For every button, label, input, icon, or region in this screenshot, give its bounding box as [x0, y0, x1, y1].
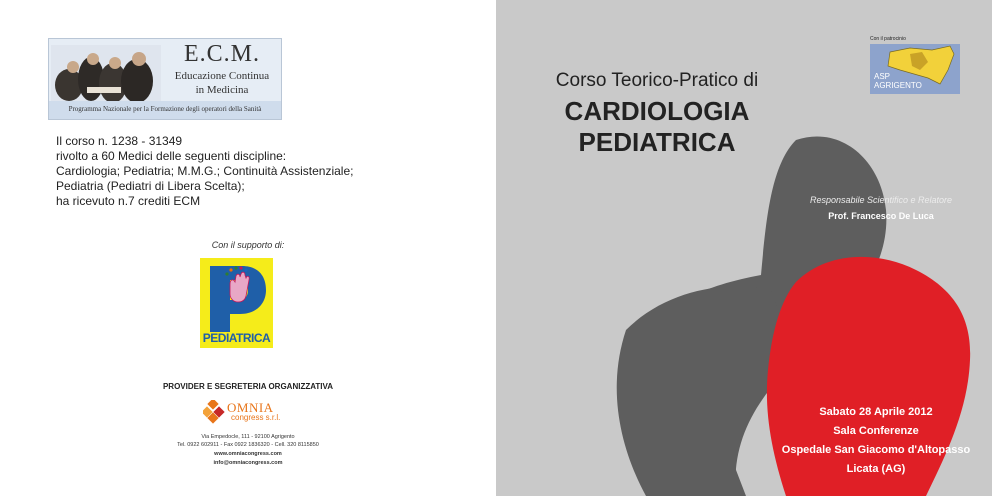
event-date: Sabato 28 Aprile 2012: [819, 406, 933, 418]
course-info: [56, 134, 353, 209]
asp-line2: AGRIGENTO: [874, 81, 922, 90]
pediatrica-logo: [200, 258, 273, 348]
ecm-subtitle-line1: Educazione Continua: [174, 70, 270, 82]
provider-website[interactable]: www.omniacongress.com: [214, 451, 282, 457]
course-line: Pediatria (Pediatri di Libera Scelta);: [56, 179, 245, 193]
cover-title-line3: PEDIATRICA: [578, 127, 736, 157]
cover-title: [496, 96, 818, 158]
provider-phones: Tel. 0922 602911 - Fax 0922 1836320 - Cell. 320 8115850: [177, 442, 319, 448]
course-line: ha ricevuto n.7 crediti ECM: [56, 194, 201, 208]
provider-address: Via Empedocle, 111 - 92100 Agrigento: [201, 434, 295, 440]
provider-email[interactable]: info@omniacongress.com: [213, 460, 283, 466]
provider-heading: PROVIDER E SEGRETERIA ORGANIZZATIVA: [162, 382, 334, 391]
event-city: Licata (AG): [846, 463, 906, 475]
asp-line1: ASP: [874, 72, 891, 81]
omnia-diamond-icon: [203, 400, 227, 424]
omnia-logo: [203, 400, 295, 424]
ecm-programme: Programma Nazionale per la Formazione degli operatori della Sanità: [68, 105, 262, 113]
course-line: rivolto a 60 Medici delle seguenti discipline:: [56, 149, 287, 163]
course-line: Il corso n. 1238 - 31349: [56, 134, 183, 148]
ecm-title: E.C.M.: [183, 41, 260, 67]
ecm-logo: [48, 38, 282, 120]
event-hospital: Ospedale San Giacomo d'Altopasso: [781, 444, 971, 456]
ecm-photo-image: [51, 45, 161, 103]
course-line: Cardiologia; Pediatria; M.M.G.; Continuità Assistenziale;: [56, 164, 354, 178]
responsible-name: Prof. Francesco De Luca: [828, 211, 934, 221]
asp-logo: [870, 36, 960, 94]
omnia-subtitle: congress s.r.l.: [231, 413, 281, 422]
asp-box: [870, 44, 960, 94]
cover-page: [496, 0, 992, 496]
support-label: Con il supporto di:: [211, 240, 285, 250]
responsible-label: Responsabile Scientifico e Relatore: [809, 195, 953, 205]
omnia-name: OMNIA: [227, 400, 274, 415]
cover-title-line1: Corso Teorico-Pratico di: [555, 70, 759, 91]
red-heart: [767, 257, 970, 496]
cover-title-line2: CARDIOLOGIA: [564, 96, 750, 126]
pediatrica-name: PEDIATRICA: [202, 331, 271, 345]
patronage-label: Con il patrocinio: [870, 36, 906, 42]
asp-text: [874, 72, 922, 90]
ecm-subtitle-line2: in Medicina: [195, 84, 249, 96]
event-room: Sala Conferenze: [833, 425, 919, 437]
ecm-subtitle: [167, 69, 277, 97]
